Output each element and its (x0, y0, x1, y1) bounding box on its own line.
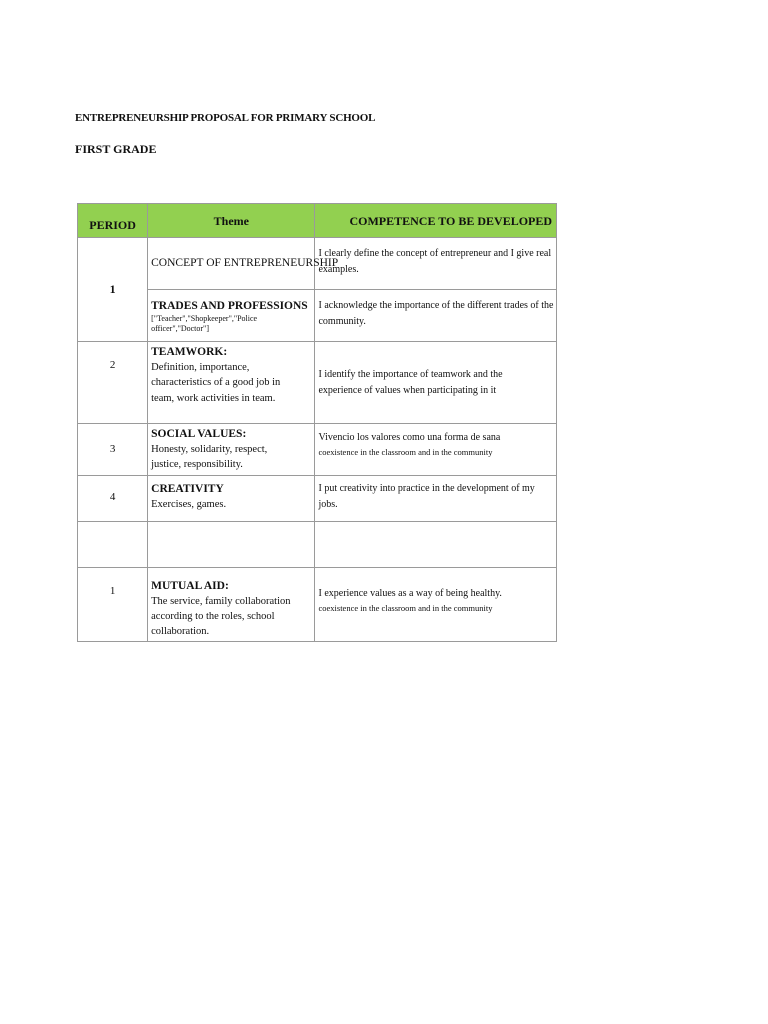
theme-cell (148, 475, 315, 521)
period-cell: 1 (78, 567, 148, 642)
theme-heading: SOCIAL VALUES: (151, 428, 247, 440)
period-cell: 3 (78, 424, 148, 476)
theme-description: The service, family collaboration according to the roles, school collaboration. (151, 595, 291, 638)
competence-text: I clearly define the concept of entrepreneur and I give real examples. (318, 248, 552, 275)
theme-cell (148, 238, 339, 290)
competence-cell (315, 424, 557, 476)
table-row (78, 424, 557, 476)
competence-note: coexistence in the classroom and in the community (318, 602, 493, 613)
entrepreneurship-table (77, 203, 557, 642)
competence-text: I experience values as a way of being healthy. (318, 587, 502, 599)
table-row-empty (78, 521, 557, 567)
header-period: PERIOD (78, 204, 148, 238)
table-row (78, 567, 557, 642)
theme-heading: CREATIVITY (151, 482, 224, 495)
theme-cell (148, 567, 315, 642)
header-theme: Theme (148, 204, 315, 238)
competence-cell (315, 475, 557, 521)
competence-text: I put creativity into practice in the development of my jobs. (318, 482, 535, 510)
theme-cell (148, 521, 315, 567)
period-cell: 2 (78, 342, 148, 424)
period-cell: 4 (78, 475, 148, 521)
table-header-row (78, 204, 557, 238)
theme-cell (148, 424, 315, 476)
competence-cell (315, 290, 557, 342)
theme-description: Honesty, solidarity, respect, justice, responsibility. (151, 444, 268, 471)
competence-note: coexistence in the classroom and in the community (318, 447, 493, 457)
header-competence: COMPETENCE TO BE DEVELOPED (315, 204, 557, 238)
document-title: ENTREPRENEURSHIP PROPOSAL FOR PRIMARY SCHOOL (75, 112, 376, 124)
theme-description: Definition, importance, characteristics of a good job in team, work activities in team. (151, 362, 281, 404)
theme-heading: TEAMWORK: (151, 346, 228, 358)
theme-cell (148, 290, 315, 342)
competence-text: Vivencio los valores como una forma de sana (318, 432, 501, 443)
theme-cell (148, 342, 315, 424)
period-cell: 1 (78, 238, 148, 342)
competence-cell (315, 342, 557, 424)
theme-heading: TRADES AND PROFESSIONS (151, 300, 308, 312)
theme-text: CONCEPT OF ENTREPRENEURSHIP (151, 257, 339, 269)
table-row (78, 342, 557, 424)
table-row (78, 475, 557, 521)
competence-cell (315, 567, 557, 642)
table-row (78, 238, 557, 290)
theme-examples: ["Teacher","Shopkeeper","Police officer","Doctor"] (151, 314, 258, 334)
document-subtitle: FIRST GRADE (75, 142, 157, 156)
competence-cell (315, 238, 557, 290)
competence-cell (315, 521, 557, 567)
theme-heading: MUTUAL AID: (151, 579, 229, 592)
theme-description: Exercises, games. (151, 498, 227, 510)
period-cell (78, 521, 148, 567)
table-row (78, 290, 557, 342)
competence-text: I identify the importance of teamwork and the experience of values when participating in it (318, 368, 503, 396)
competence-text: I acknowledge the importance of the different trades of the community. (318, 300, 554, 327)
